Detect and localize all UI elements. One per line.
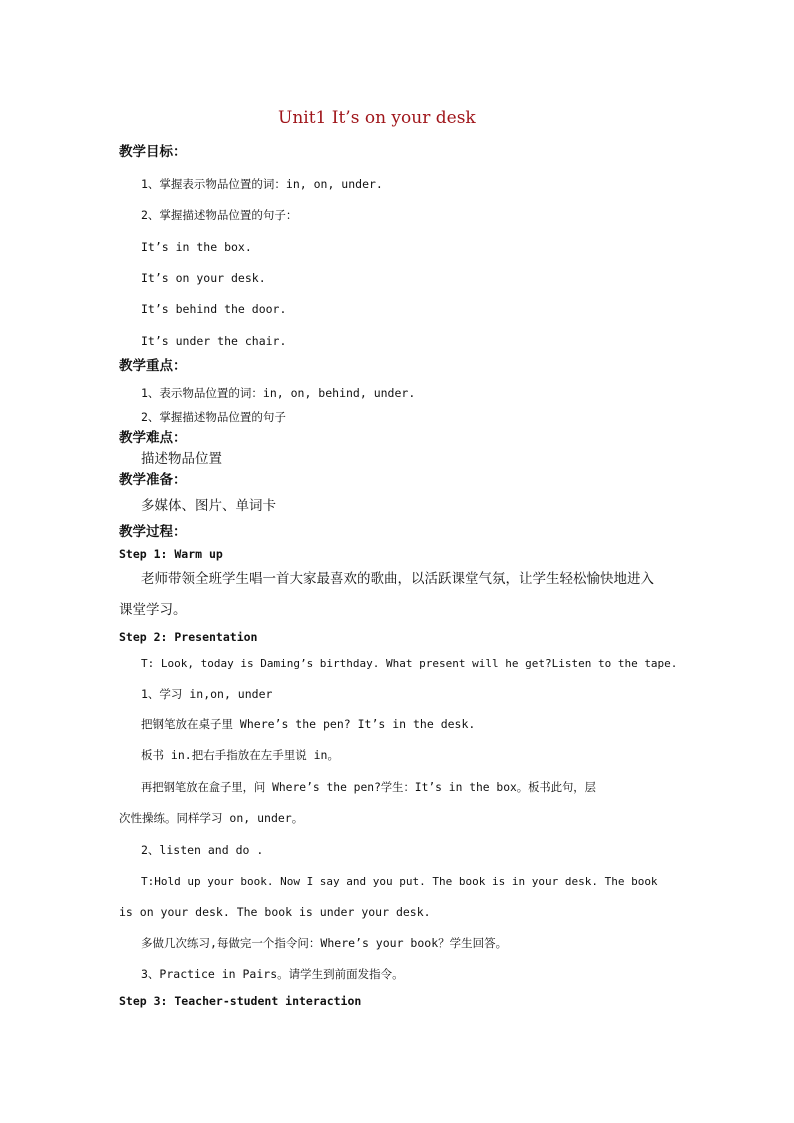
objectives-heading: 教学目标： (119, 144, 187, 160)
step2-paragraph: 多做几次练习,每做完一个指令问：Where’s your book？学生回答。 (141, 936, 508, 950)
step1-line-2: 课堂学习。 (119, 602, 187, 618)
step1-title: Step 1: Warm up (119, 547, 223, 561)
objective-sentence: It’s behind the door. (141, 302, 287, 316)
objective-sentence: It’s on your desk. (141, 271, 266, 285)
document-title: Unit1 It’s on your desk (278, 108, 476, 128)
step2-paragraph: 把钢笔放在桌子里 Where’s the pen? It’s in the desk. (141, 717, 476, 731)
step2-paragraph: 再把钢笔放在盒子里，问 Where’s the pen?学生：It’s in the box。板书此句，层 (141, 781, 596, 794)
step2-paragraph: is on your desk. The book is under your desk. (119, 905, 431, 919)
preparation-heading: 教学准备： (119, 472, 187, 488)
objectives-item-2: 2、掌握描述物品位置的句子： (141, 208, 298, 222)
difficulties-text: 描述物品位置 (141, 451, 222, 467)
step2-title: Step 2: Presentation (119, 630, 258, 644)
objective-sentence: It’s under the chair. (141, 334, 287, 348)
objective-sentence: It’s in the box. (141, 240, 252, 254)
process-heading: 教学过程： (119, 524, 187, 540)
step2-paragraph: 板书 in.把右手指放在左手里说 in。 (141, 748, 339, 762)
difficulties-heading: 教学难点： (119, 430, 187, 446)
key-points-item-2: 2、掌握描述物品位置的句子 (141, 410, 286, 424)
step2-paragraph: T: Look, today is Daming’s birthday. What present will he get?Listen to the tape. (141, 657, 678, 670)
key-points-heading: 教学重点： (119, 358, 187, 374)
step2-paragraph: T:Hold up your book. Now I say and you put. The book is in your desk. The book (141, 875, 658, 888)
step2-paragraph: 次性操练。同样学习 on, under。 (119, 811, 304, 825)
step1-line-1: 老师带领全班学生唱一首大家最喜欢的歌曲，以活跃课堂气氛，让学生轻松愉快地进入 (141, 571, 654, 587)
step2-paragraph: 3、Practice in Pairs。请学生到前面发指令。 (141, 967, 404, 981)
key-points-item-1: 1、表示物品位置的词：in, on, behind, under. (141, 386, 416, 400)
step2-paragraph: 1、学习 in,on, under (141, 687, 273, 701)
step2-paragraph: 2、listen and do . (141, 843, 264, 857)
objectives-item-1: 1、掌握表示物品位置的词：in, on, under. (141, 177, 383, 191)
step3-title: Step 3: Teacher-student interaction (119, 994, 362, 1008)
preparation-text: 多媒体、图片、单词卡 (141, 498, 276, 514)
